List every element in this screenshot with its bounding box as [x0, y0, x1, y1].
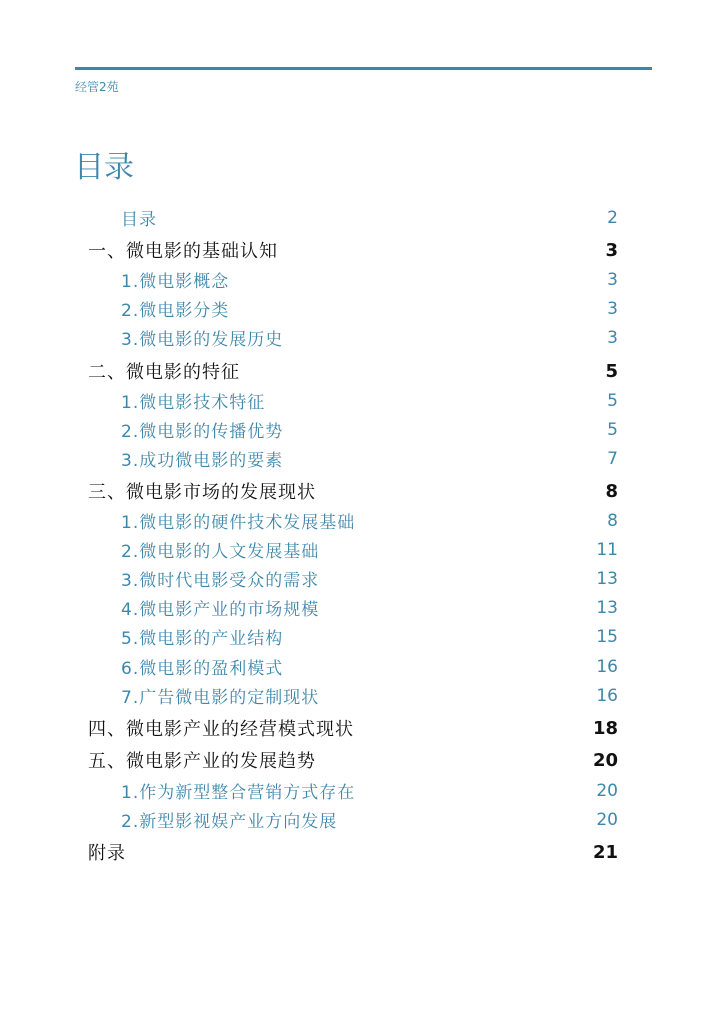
toc-entry[interactable]	[88, 358, 618, 384]
toc-entry-label: 3.微电影的发展历史	[121, 330, 284, 350]
toc-entry[interactable]	[88, 388, 618, 413]
toc-entry-label: 2.微电影的人文发展基础	[121, 542, 320, 562]
toc-entry[interactable]	[88, 566, 618, 591]
toc-entry-page: 20	[596, 780, 618, 801]
toc-entry-page: 8	[605, 480, 618, 502]
toc-entry[interactable]	[88, 654, 618, 679]
toc-entry-label: 2.新型影视娱产业方向发展	[121, 812, 338, 832]
toc-entry[interactable]	[88, 478, 618, 504]
toc-entry[interactable]	[88, 267, 618, 292]
toc-entry[interactable]	[88, 683, 618, 708]
toc-entry-label: 目录	[121, 210, 157, 230]
toc-entry[interactable]	[88, 296, 618, 321]
toc-entry-label: 二、微电影的特征	[88, 362, 240, 383]
toc-entry-label: 4.微电影产业的市场规模	[121, 600, 320, 620]
toc-entry[interactable]	[88, 508, 618, 533]
toc-entry-page: 7	[607, 448, 618, 469]
header-label: 经管2苑	[75, 80, 119, 94]
toc-entry-page: 21	[592, 841, 618, 863]
toc-entry-label: 3.成功微电影的要素	[121, 451, 284, 471]
toc-entry-page: 5	[605, 360, 618, 382]
toc-entry-label: 3.微时代电影受众的需求	[121, 571, 320, 591]
toc-entry-page: 5	[607, 419, 618, 440]
toc-entry-label: 四、微电影产业的经营模式现状	[88, 719, 354, 740]
toc-entry-page: 18	[592, 717, 618, 739]
toc-entry[interactable]	[88, 595, 618, 620]
toc-entry-page: 3	[607, 269, 618, 290]
toc-entry-label: 附录	[88, 843, 126, 864]
toc-entry-page: 3	[607, 298, 618, 319]
toc-entry[interactable]	[88, 747, 618, 773]
toc-entry[interactable]	[88, 537, 618, 562]
toc-entry-label: 1.微电影概念	[121, 272, 230, 292]
toc-entry[interactable]	[88, 715, 618, 741]
header-rule	[75, 67, 652, 70]
toc-entry-label: 三、微电影市场的发展现状	[88, 482, 316, 503]
toc-entry-page: 15	[596, 626, 618, 647]
toc-entry-label: 1.微电影的硬件技术发展基础	[121, 513, 356, 533]
toc-entry-page: 8	[607, 510, 618, 531]
toc-entry-label: 一、微电影的基础认知	[88, 241, 278, 262]
toc-entry-page: 5	[607, 390, 618, 411]
toc-entry[interactable]	[88, 624, 618, 649]
toc-entry-page: 16	[596, 685, 618, 706]
toc-title: 目录	[74, 150, 134, 185]
toc-entry[interactable]	[88, 446, 618, 471]
toc-entry-label: 1.作为新型整合营销方式存在	[121, 783, 356, 803]
toc-entry[interactable]	[88, 325, 618, 350]
toc-entry-page: 13	[596, 597, 618, 618]
toc-entry[interactable]	[88, 778, 618, 803]
toc-entry-label: 5.微电影的产业结构	[121, 629, 284, 649]
toc-entry[interactable]	[88, 205, 618, 230]
toc-entry-page: 20	[596, 809, 618, 830]
toc-entry-page: 2	[607, 207, 618, 228]
toc-entry-label: 1.微电影技术特征	[121, 393, 266, 413]
toc-entry-label: 6.微电影的盈利模式	[121, 659, 284, 679]
toc-entry[interactable]	[88, 417, 618, 442]
toc-entry[interactable]	[88, 839, 618, 865]
toc-entry-page: 16	[596, 656, 618, 677]
toc-entry-page: 13	[596, 568, 618, 589]
toc-entry[interactable]	[88, 237, 618, 263]
toc-entry-label: 2.微电影的传播优势	[121, 422, 284, 442]
toc-entry-label: 五、微电影产业的发展趋势	[88, 751, 316, 772]
toc-entry-label: 2.微电影分类	[121, 301, 230, 321]
toc-entry[interactable]	[88, 807, 618, 832]
toc-entry-page: 3	[605, 239, 618, 261]
toc-entry-label: 7.广告微电影的定制现状	[121, 688, 320, 708]
toc-entry-page: 20	[592, 749, 618, 771]
toc-entry-page: 11	[596, 539, 618, 560]
toc-entry-page: 3	[607, 327, 618, 348]
